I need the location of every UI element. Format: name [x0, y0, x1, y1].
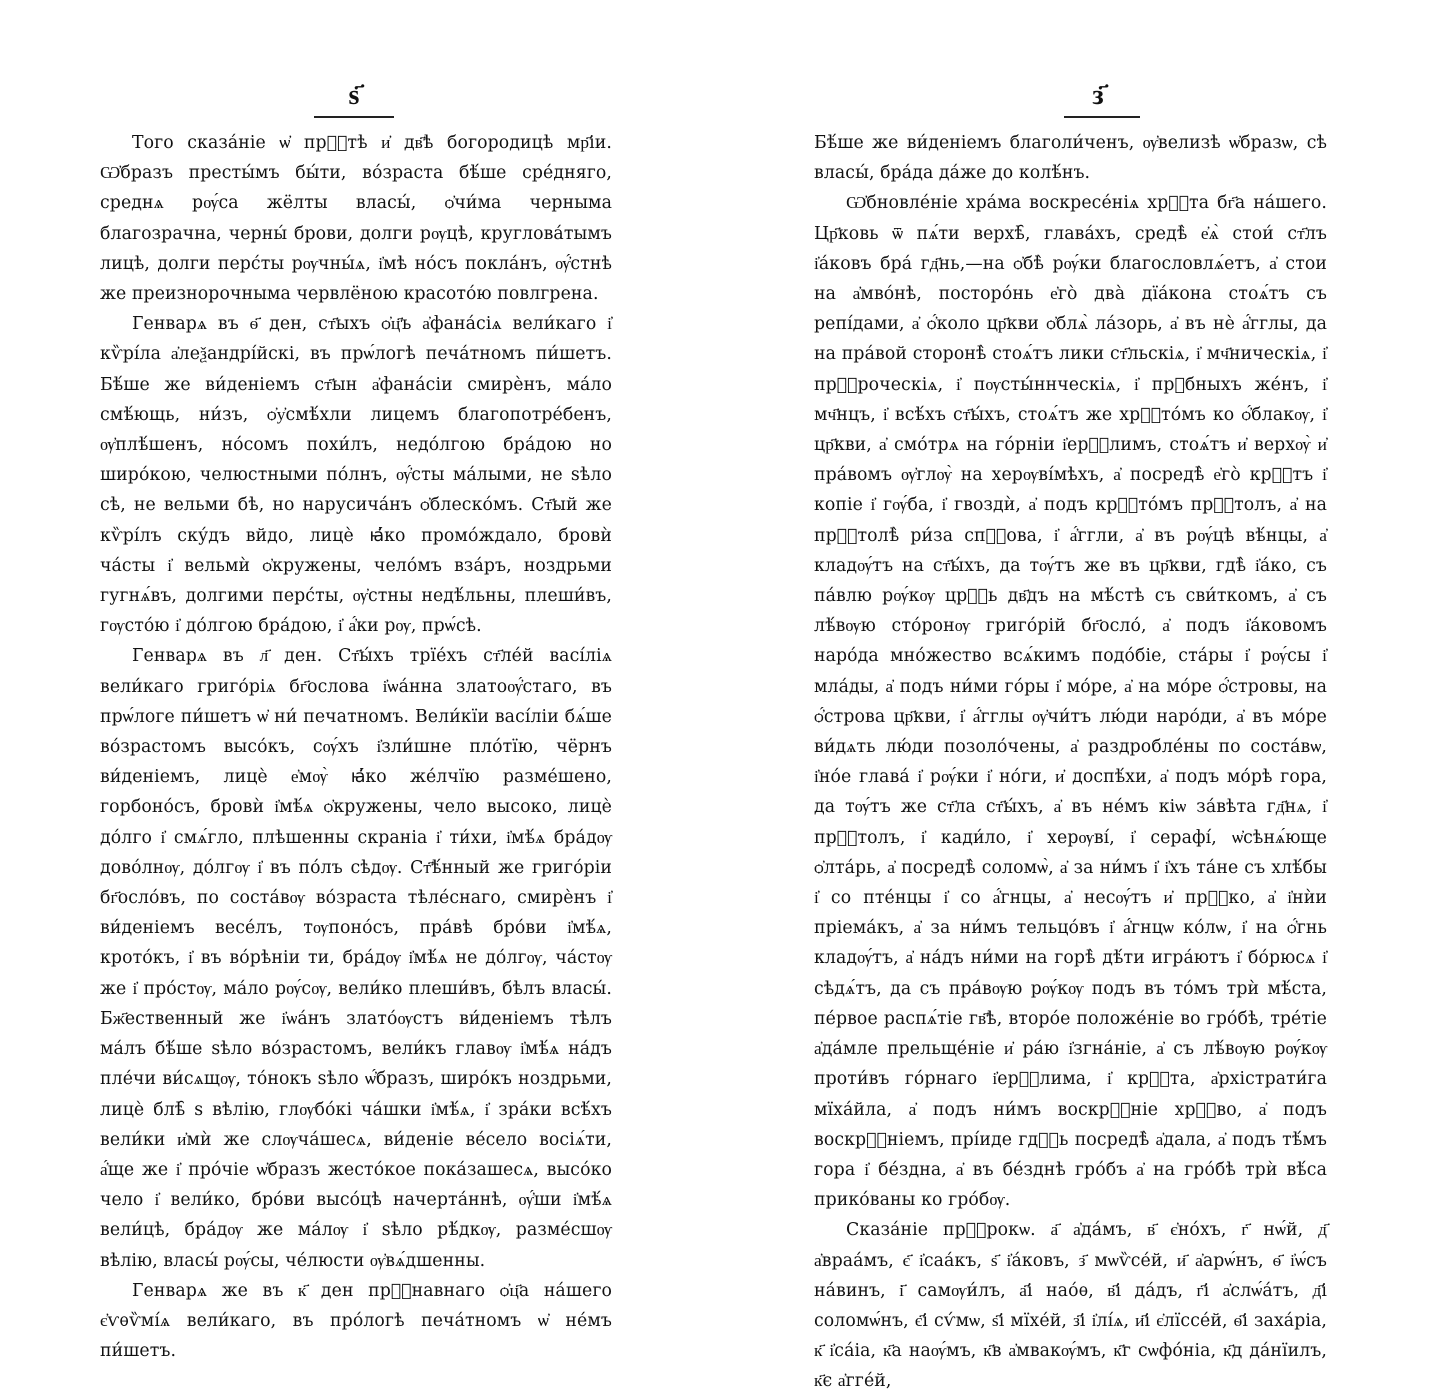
header-rule: [314, 116, 394, 118]
paragraph: Генварѧ же въ к҃ ден прⷭ҇навнаго ѻ҆ц҃а на́шего є҆ѵѳѷмі́ѧ вели́каго, въ про́логѣ печа́тномъ ѡ҆ не́мъ пи́шетъ.: [100, 1280, 612, 1362]
left-page: [0, 0, 714, 1362]
header-rule: [1064, 116, 1140, 118]
page-number: ѕ҃: [348, 78, 360, 111]
right-page: [714, 0, 1429, 1392]
paragraph: Сказа́ніе прⷪ҇рокѡ. а҃ а҆да́мъ, в҃ є҆но́хъ, г҃ нѡ́й, д҃ а҆враа́мъ, є҃ і҆саа́къ, ѕ҃ і҆а́ковъ, з҃ мѡѷсе́й, и҃ а҆арѡ́нъ, ѳ҃ і҆ѡ́съ на́винъ, і҃ самѹи́лъ, а҃і нао́ѳ, в҃і да́дъ, г҃і а҆слѡ́а́тъ, д҃і соломѡ́нъ, є҃і сѵ́мѡ, ѕ҃і мїхе́й, з҃і і҆лі́ѧ, и҃і є҆лїссе́й, ѳ҃і заха́ріа, к҃ і҆са́іа, к҃а наѹ́мъ, к҃в а҆мвакѹ́мъ, к҃г сѡфо́ніа, к҃д да́нїилъ, к҃є а҆гге́й,: [814, 1220, 1327, 1392]
paragraph: Ѡ҆бновле́ніе хра́ма воскресе́ніѧ хрⷭ҇та бг҃а на́шего. Цр҃ковь ѿ пѧ́ти верхѣ̑, глава́хъ, средѣ̀ е҆ѧ̀ стои́ ст҃лъ і҆а́ковъ бра́ гд҃нь,—на ѻ҆бѣ̀ рѹ́ки благословлѧ́етъ, а҆ стои на а҆мво́нѣ, посторо́нь е҆го̀ два̀ дїа́кона стоѧ́тъ съ репі́дами, а҆ ѻ҆́коло цр҃кви ѻ҆блѧ̀ ла́зорь, а҆ въ нѐ а҆́гглы, да на пра́вой сторонѣ̀ стоѧ́тъ лики ст҃льскіѧ, і҆ мч҃ническіѧ, і҆ прⷪ҇роческіѧ, і҆ пѹсты́ннческіѧ, і҆ прⷣбныхъ же́нъ, і҆ мч҃нцъ, і҆ всѣ́хъ ст҃ы́хъ, стоѧ́тъ же хрⷭ҇то́мъ ко ѻ҆́блакѹ, і҆ цр҃кви, а҆ смо́трѧ на го́рніи і҆ерⷭ҇лимъ, стоѧ́тъ и҆ верхѹ̀ и҆ пра́вомъ ѹ҆глѹ̀ на херѹві́мѣхъ, а҆ посредѣ̀ е҆го̀ крⷭ҇тъ і҆ копіе і҆ гѹ́ба, і҆ гвоздѝ, а҆ подъ крⷭ҇то́мъ прⷭ҇толъ, а҆ на прⷭ҇толѣ̀ ри́за спⷭ҇ова, і҆ а҆́ггли, а҆ въ рѹ́цѣ вѣ́нцы, а҆ кладѹ́тъ на ст҃ы́хъ, да тѹ́тъ же въ цр҃кви, гдѣ̀ і҆а́ко, съ па́влю рѹ́кѹ црⷭ҇ь дв҃дъ на мѣ́стѣ съ сви́ткомъ, а҆ съ лѣ́вѹю сто́ронѹ григо́рій бг҃осло́, а҆ подъ і҆а́ковомъ наро́да мно́жество всѧ́кимъ подо́біе, ста́ры і҆ рѹ́сы і҆ мла́ды, а҆ подъ ни́ми го́ры і҆ мо́ре, а҆ на мо́ре ѻ҆́стровы, на ѻ҆́строва цр҃кви, і҆ а҆́гглы ѹ҆чи́тъ лю́ди наро́ди, а҆ въ мо́ре ви́дѧть лю́ди позоло́чены, а҆ раздробле́ны по соста́вѡ, і҆но́е глава́ і҆ рѹ́ки і҆ но́ги, и҆ доспѣ́хи, а҆ подъ мо́рѣ гора, да тѹ́тъ же ст҃ла ст҃ы́хъ, а҆ въ не́мъ кіѡ за́вѣта гд҃нѧ, і҆ прⷭ҇толъ, і҆ кади́ло, і҆ херѹві́, і҆ серафі́, ѡ҆сѣнѧ́юще ѻ҆лта́рь, а҆ посредѣ̀ соломѡ̀, а҆ за ни́мъ і҆ і҆хъ та́не съ хлѣ́бы і҆ со пте́нцы і҆ со а҆́гнцы, а҆ несѹ́тъ и҆ прⷭ҇ко, а҆ і҆нѝи пріема́къ, а҆ за ни́мъ тельцо́въ і҆ а҆́гнцѡ ко́лѡ, і҆ на ѻ҆́гнь кладѹ́тъ, а҆ на́дъ ни́ми на горѣ̀ дѣ́ти игра́ютъ і҆ бо́рюсѧ і҆ сѣдѧ́тъ, да съ пра́вѹю рѹ́кѹ подъ въ то́мъ трѝ мѣ́ста, пе́рвое распѧ́тіе гв҃ѣ, второ́е положе́ніе во гро́бѣ, тре́тіе а҆да́мле прельще́ніе и҆ ра́ю і҆згна́ніе, а҆ съ лѣ́вѹю рѹ́кѹ проти́въ го́рнаго і҆ерⷭ҇лима, і҆ крⷭ҇та, а҆рхістрати́га мїха́йла, а҆ подъ ни́мъ воскрⷭ҇ніе хрⷭ҇во, а҆ подъ воскрⷭ҇ніемъ, прі́иде гдⷭ҇ь посредѣ̀ а҆дала, а҆ подъ тѣ́мъ гора і҆ бе́здна, а҆ въ бе́зднѣ гро́бъ а҆ на гро́бѣ трѝ вѣ́са прико́ваны ко гро́бѹ.: [814, 193, 1327, 1211]
page-text: [100, 128, 612, 1366]
paragraph: Генварѧ въ ѳ҃ ден, ст҃ыхъ ѻ҆ц҃ъ а҆фана́сіѧ вели́каго і҆ кѷрі́ла а҆леѯандрі́йскі, въ прѡ́логѣ печа́тномъ пи́шетъ. Бѣ́ше же ви́деніемъ ст҃ын а҆фана́сіи смирѐнъ, ма́ло смѣ́ющь, ни́зъ, ѻ҆у҆смѣ́хли лицемъ благопотре́бенъ, ѹ҆плѣ́шенъ, но́сомъ похи́лъ, недо́лгою бра́дою но широ́кою, челюстными по́лнъ, ѹ҆́сты ма́лыми, не ѕѣло сѣ, не вельми бѣ, но нарусича́нъ ѻ҆блеско́мъ. Ст҃ый же кѷрі́лъ ску́дъ вйдо, лицѐ ꙗ҆́ко промо́ждало, бровѝ ча́сты і҆ вельмѝ ѻ҆кружены, чело́мъ вза́ръ, ноздрьми гугнѧ́въ, долгими перс́ты, ѹ҆стны недѣ́льны, плеши́въ, гѹсто́ю і҆ до́лгою бра́дою, і҆ а҆́ки рѹ, прѡ́сѣ.: [100, 314, 612, 637]
paragraph: Бѣ́ше же ви́деніемъ благоли́ченъ, ѹ҆велизѣ ѡ҆бразѡ, сѣ власы́, бра́да да́же до колѣ́нъ.: [814, 133, 1327, 184]
page-text: [814, 128, 1327, 1397]
page-number: з҃: [1092, 78, 1104, 111]
paragraph: Того сказа́ніе ѡ҆ прⷭ҇тѣ и҆ дв҃ѣ богородицѣ мр҃іи. Ѡ҆бразъ престы́мъ бы́ти, во́зраста бѣ́ше сре́дняго, среднѧ рѹ́са жёлты власы́, ѻ҆чи́ма черныма благозрачна, черны́ брови, долги рѹцѣ, круглова́тымъ лицѣ, долги перс́ты рѹчны́ѧ, і҆мѣ но́съ покла́нъ, ѹ҆́стнѣ же преизнорочныма червлёною красото́ю повлгрена.: [100, 133, 612, 305]
paragraph: Генварѧ въ л҃ ден. Ст҃ы́хъ трїе́хъ ст҃ле́й васі́ліѧ вели́каго григо́ріѧ бг҃ослова і҆ѡа́нна златоѹ҆́стаго, въ прѡ́логе пи́шетъ ѡ҆ ни́ печатномъ. Вели́кїи васі́ліи бѧ́ше во́зрастомъ высо́къ, сѹ́хъ і҆зли́шне пло́тїю, чёрнъ ви́деніемъ, лицѐ е҆мѹ̀ ꙗ҆́ко же́лчїю разме́шено, горбоно́съ, бровѝ і҆мѣ́ѧ ѻ҆кружены, чело высоко, лицѐ до́лго і҆ смѧ́гло, плѣшенны скраніа і҆ ти́хи, і҆мѣ́ѧ бра́дѹ дово́лнѹ, до́лгѹ і҆ въ по́лъ сѣдѹ. Ст҃ѣ́нный же григо́ріи бг҃осло́въ, по соста́вѹ во́зраста тѣле́снаго, смирѐнъ і҆ ви́деніемъ весе́лъ, тѹпоно́съ, пра́вѣ бро́ви і҆мѣ́ѧ, крото́къ, і҆ въ во́рѣніи ти, бра́дѹ і҆мѣ́ѧ не до́лгѹ, ча́стѹ же і҆ про́стѹ, ма́ло рѹ́сѹ, вели́ко плеши́въ, бѣлъ власы́. Бж҃ественный же і҆ѡа́нъ злато́ѹстъ ви́деніемъ тѣлъ ма́лъ бѣ́ше ѕѣло во́зрастомъ, вели́къ главѹ і҆мѣ́ѧ на́дъ пле́чи ви́сѧщѹ, то́нокъ ѕѣло ѡ҆́бразъ, широ́къ ноздрьми, лицѐ блѣ̑ ѕ вѣлію, глѹбо́кі ча́шки і҆мѣ́ѧ, і҆ зра́ки всѣ́хъ вели́ки и҆мѝ же слѹча́шесѧ, ви́деніе ве́село восіѧ́ти, а҆́ще же і҆ про́чіе ѡ҆бразъ жесто́кое пока́зашесѧ, высо́ко чело і҆ вели́ко, бро́ви высо́цѣ начерта́ннѣ, ѹ҆́ши і҆мѣ́ѧ вели́цѣ, бра́дѹ же ма́лѹ і҆ ѕѣло рѣ́дкѹ, разме́сшѹ вѣлію, власы́ рѹ́сы, че́люсти ѹ҆вѧ́дшенны.: [100, 646, 612, 1271]
